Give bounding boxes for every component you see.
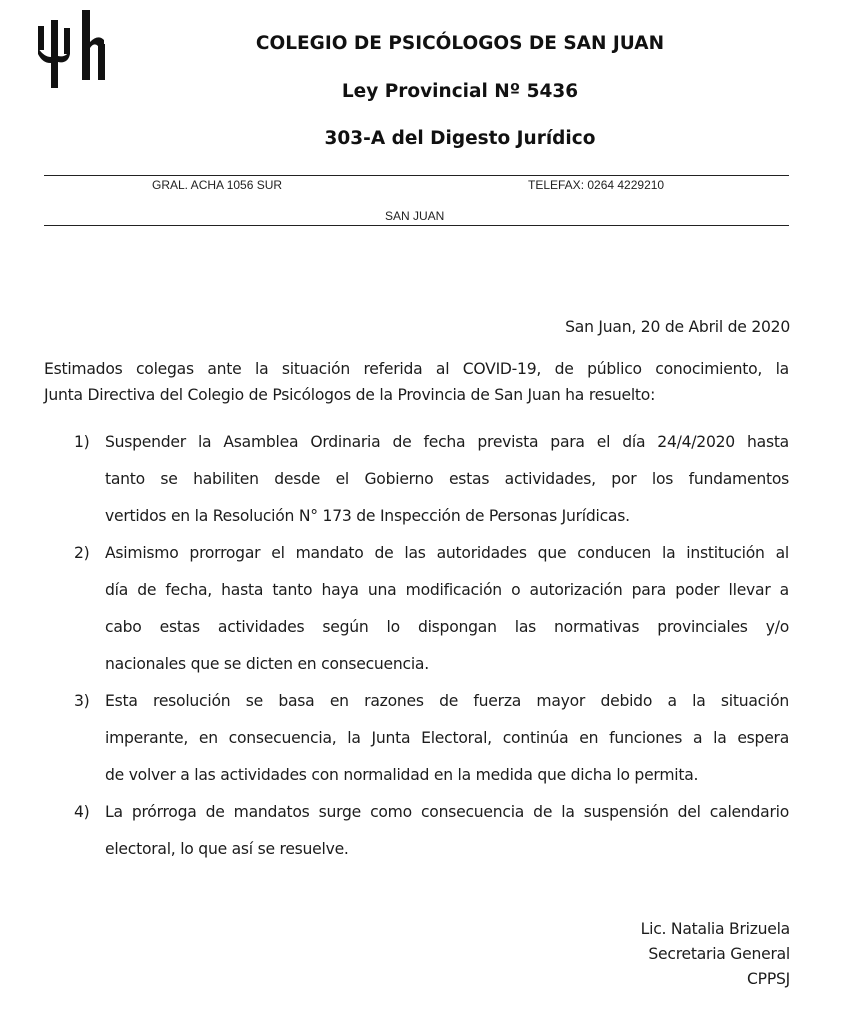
provincial-law: Ley Provincial Nº 5436: [341, 81, 579, 102]
letter-date: San Juan, 20 de Abril de 2020: [565, 318, 790, 336]
intro-paragraph: [44, 356, 789, 408]
item-line: imperante, en consecuencia, la Junta Electoral, continúa en funciones a la espera: [105, 729, 789, 747]
item-number: 3): [74, 692, 90, 710]
header-divider-bottom: [44, 225, 789, 226]
list-item: [44, 683, 789, 794]
intro-line: Junta Directiva del Colegio de Psicólogos de la Provincia de San Juan ha resuelto:: [44, 386, 656, 404]
intro-line: Estimados colegas ante la situación referida al COVID-19, de público conocimiento, la: [44, 360, 789, 378]
item-line: tanto se habiliten desde el Gobierno estas actividades, por los fundamentos: [105, 470, 789, 488]
item-line: Esta resolución se basa en razones de fuerza mayor debido a la situación: [105, 692, 789, 710]
signature-block: [641, 917, 790, 992]
college-title: COLEGIO DE PSICÓLOGOS DE SAN JUAN: [255, 33, 665, 54]
address: GRAL. ACHA 1056 SUR: [152, 178, 283, 192]
item-number: 4): [74, 803, 90, 821]
header-divider-top: [44, 175, 789, 176]
item-line: La prórroga de mandatos surge como consecuencia de la suspensión del calendario: [105, 803, 789, 821]
item-line: vertidos en la Resolución N° 173 de Inspección de Personas Jurídicas.: [105, 507, 630, 525]
city: SAN JUAN: [385, 209, 445, 223]
list-item: [44, 535, 789, 683]
legal-digest: 303-A del Digesto Jurídico: [324, 128, 596, 149]
item-number: 2): [74, 544, 90, 562]
item-line: de volver a las actividades con normalidad en la medida que dicha lo permita.: [105, 766, 699, 784]
item-line: electoral, lo que así se resuelve.: [105, 840, 349, 858]
item-line: cabo estas actividades según lo dispongan las normativas provinciales y/o: [105, 618, 789, 636]
resolution-list: [44, 424, 789, 868]
item-line: día de fecha, hasta tanto haya una modificación o autorización para poder llevar a: [105, 581, 789, 599]
signatory-name: Lic. Natalia Brizuela: [640, 920, 790, 938]
item-line: Asimismo prorrogar el mandato de las autoridades que conducen la institución al: [105, 544, 789, 562]
signatory-role: Secretaria General: [648, 945, 790, 963]
list-item: [44, 794, 789, 868]
item-number: 1): [74, 433, 90, 451]
item-line: Suspender la Asamblea Ordinaria de fecha prevista para el día 24/4/2020 hasta: [105, 433, 789, 451]
item-line: nacionales que se dicten en consecuencia.: [105, 655, 429, 673]
list-item: [44, 424, 789, 535]
telefax: TELEFAX: 0264 4229210: [528, 178, 665, 192]
signatory-org: CPPSJ: [747, 970, 790, 988]
college-logo: [36, 10, 116, 88]
